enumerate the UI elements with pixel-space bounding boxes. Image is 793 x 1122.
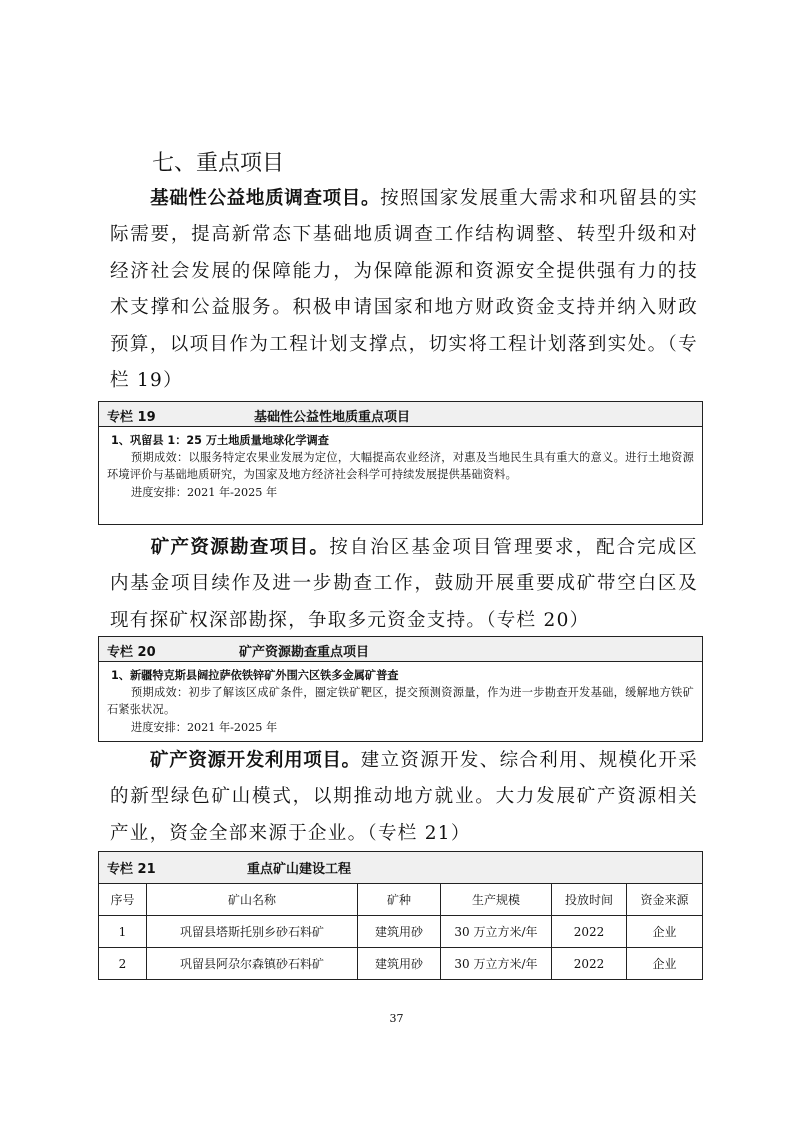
- table-caption: [99, 852, 703, 884]
- cell-scale: 30 万立方米/年: [441, 916, 552, 948]
- paragraph-text: 按自治区基金项目管理要求，配合完成区内基金项目续作及进一步勘查工作，鼓励开展重要成矿带空白区及现有探矿权深部勘探，争取多元资金支持。（专栏 20）: [110, 537, 699, 631]
- project-outcome: 预期成效：初步了解该区成矿条件，圈定铁矿靶区，提交预测资源量，作为进一步勘查开发基础，缓解地方铁矿石紧张状况。: [107, 686, 694, 717]
- table-row: [99, 916, 703, 948]
- col-header-start-time: 投放时间: [552, 884, 627, 916]
- paragraph-lead: 矿产资源开发利用项目。: [150, 750, 361, 771]
- paragraph-mineral-exploration: [110, 530, 698, 639]
- column-box-20: [98, 636, 703, 742]
- column-box-19: [98, 401, 703, 525]
- cell-mine-name: 巩留县阿尕尔森镇砂石料矿: [147, 948, 358, 980]
- column-header: [99, 637, 702, 662]
- mine-construction-table: [98, 851, 703, 980]
- cell-fund-source: 企业: [627, 916, 703, 948]
- column-number: 专栏 19: [107, 410, 156, 425]
- cell-index: 1: [99, 916, 147, 948]
- cell-mineral: 建筑用砂: [358, 948, 441, 980]
- cell-start-time: 2022: [552, 948, 627, 980]
- section-heading: 七、重点项目: [152, 151, 285, 176]
- paragraph-geological-survey: [110, 181, 698, 399]
- column-title: 重点矿山建设工程: [247, 862, 352, 877]
- cell-mineral: 建筑用砂: [358, 916, 441, 948]
- paragraph-lead: 基础性公益地质调查项目。: [150, 188, 381, 209]
- col-header-mine-name: 矿山名称: [147, 884, 358, 916]
- cell-scale: 30 万立方米/年: [441, 948, 552, 980]
- paragraph-text: 建立资源开发、综合利用、规模化开采的新型绿色矿山模式，以期推动地方就业。大力发展矿产资源相关产业，资金全部来源于企业。（专栏 21）: [110, 750, 698, 844]
- column-number: 专栏 21: [107, 862, 156, 877]
- col-header-fund-source: 资金来源: [627, 884, 703, 916]
- paragraph-mineral-development: [110, 743, 698, 852]
- cell-fund-source: 企业: [627, 948, 703, 980]
- cell-index: 2: [99, 948, 147, 980]
- paragraph-lead: 矿产资源勘查项目。: [150, 537, 330, 558]
- column-number: 专栏 20: [107, 645, 156, 660]
- table-header-row: [99, 884, 703, 916]
- column-title: 基础性公益性地质重点项目: [254, 410, 411, 425]
- col-header-mineral: 矿种: [358, 884, 441, 916]
- column-header: [99, 402, 702, 427]
- cell-mine-name: 巩留县塔斯托别乡砂石料矿: [147, 916, 358, 948]
- project-schedule: 进度安排：2021 年-2025 年: [131, 485, 278, 499]
- cell-start-time: 2022: [552, 916, 627, 948]
- column-body: [99, 662, 702, 739]
- project-outcome: 预期成效：以服务特定农果业发展为定位，大幅提高农业经济，对惠及当地民生具有重大的意义。进行土地资源环境评价与基础地质研究，为国家及地方经济社会科学可持续发展提供基础资料。: [107, 451, 694, 482]
- paragraph-text: 按照国家发展重大需求和巩留县的实际需要，提高新常态下基础地质调查工作结构调整、转型升级和对经济社会发展的保障能力，为保障能源和资源安全提供强有力的技术支撑和公益服务。积极申请国家和地方财政资金支持并纳入财政预算，以项目作为工程计划支撑点，切实将工程计划落到实处。（专栏 19）: [110, 188, 698, 392]
- col-header-scale: 生产规模: [441, 884, 552, 916]
- project-schedule: 进度安排：2021 年-2025 年: [131, 720, 278, 734]
- table-caption-row: [99, 852, 703, 884]
- column-body: [99, 427, 702, 504]
- table-row: [99, 948, 703, 980]
- column-title: 矿产资源勘查重点项目: [239, 645, 370, 660]
- col-header-index: 序号: [99, 884, 147, 916]
- page-number: 37: [389, 1012, 404, 1025]
- project-item: 1、新疆特克斯县阔拉萨依铁锌矿外围六区铁多金属矿普查: [111, 669, 399, 682]
- project-item: 1、巩留县 1：25 万土地质量地球化学调查: [111, 434, 329, 447]
